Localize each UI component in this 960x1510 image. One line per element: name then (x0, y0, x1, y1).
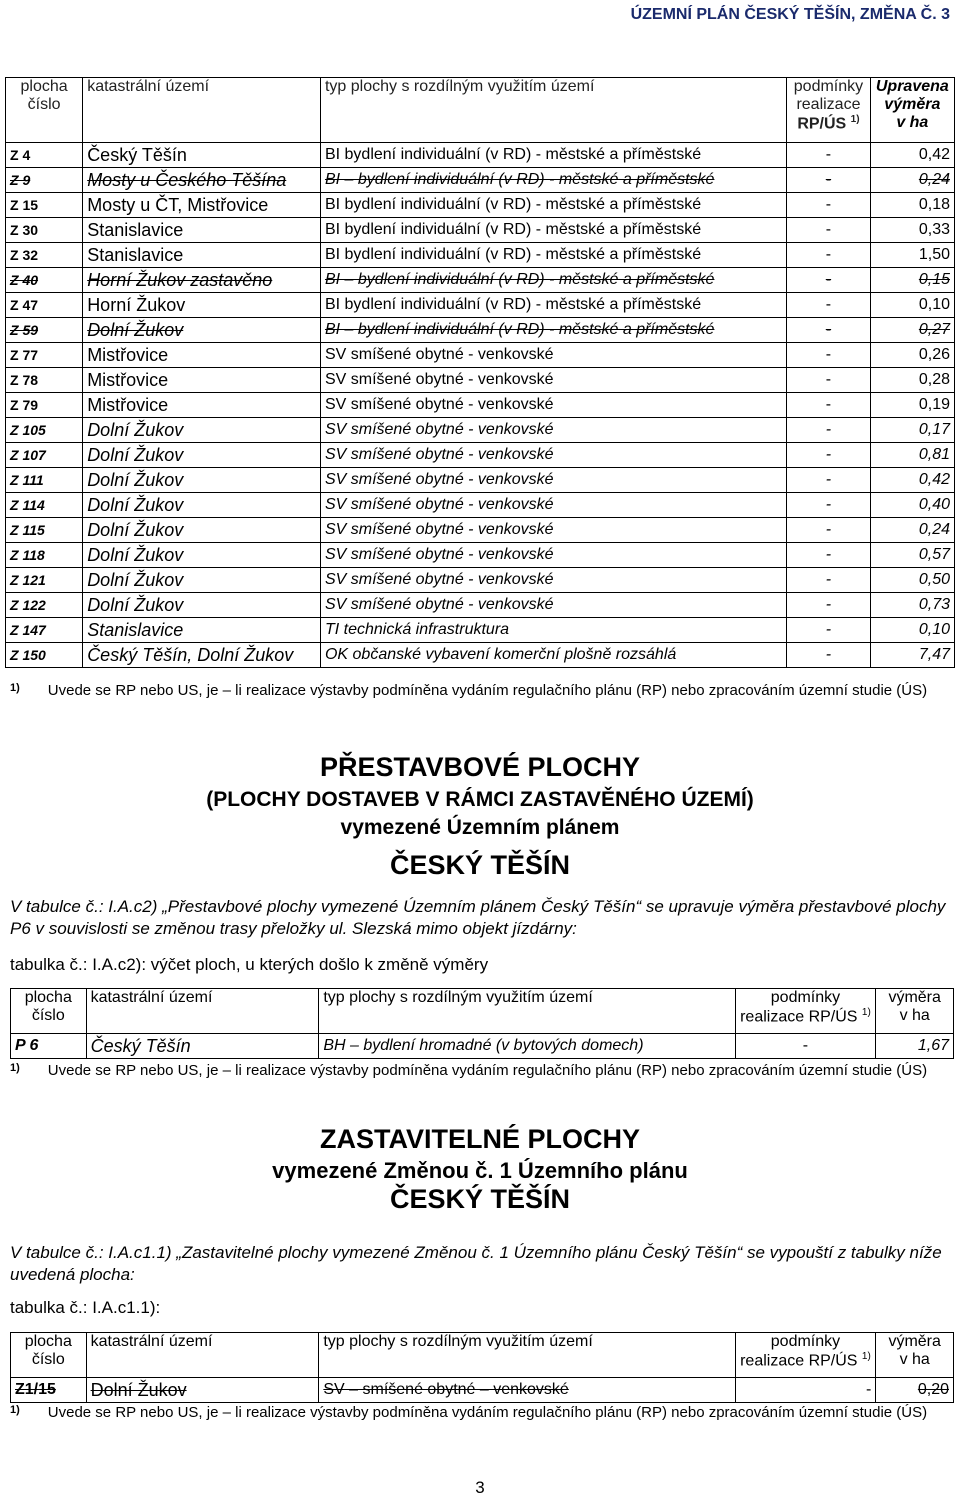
table-row (6, 218, 955, 243)
cell-vymera: 0,15 (870, 268, 954, 293)
cell-podminky: - (787, 443, 870, 468)
header-pod2-text: realizace RP/ÚS (740, 1008, 858, 1026)
header-vymera (870, 78, 954, 143)
cell-ku: Český Těšín (83, 143, 321, 168)
cell-typ: SV smíšené obytné - venkovské (320, 518, 786, 543)
header-vymera (876, 1333, 954, 1378)
table-row (6, 593, 955, 618)
running-header: ÚZEMNÍ PLÁN ČESKÝ TĚŠÍN, ZMĚNA Č. 3 (630, 6, 950, 23)
cell-typ: BI – bydlení individuální (v RD) - městské a příměstské (320, 268, 786, 293)
header-pod3-text: RP/ÚS (797, 115, 847, 133)
cell-vymera: 0,24 (870, 518, 954, 543)
cell-podminky: - (787, 268, 870, 293)
section2-caption: tabulka č.: I.A.c2): výčet ploch, u kterých došlo k změně výměry (10, 955, 489, 974)
cell-typ: BI bydlení individuální (v RD) - městské a příměstské (320, 143, 786, 168)
cell-plocha: Z 111 (6, 468, 83, 493)
cell-ku: Dolní Žukov (83, 443, 321, 468)
table-row (6, 268, 955, 293)
cell-vymera: 0,28 (870, 368, 954, 393)
header-plocha (11, 1333, 87, 1378)
header-typ: typ plochy s rozdílným využitím území (319, 989, 735, 1034)
table-row (6, 343, 955, 368)
cell-plocha: Z 59 (6, 318, 83, 343)
table-row (11, 1378, 954, 1403)
cell-typ: SV smíšené obytné - venkovské (320, 593, 786, 618)
header-plocha (11, 989, 87, 1034)
section2-town: ČESKÝ TĚŠÍN (389, 850, 571, 880)
table-row (6, 543, 955, 568)
cell-ku: Stanislavice (83, 243, 321, 268)
cell-ku: Dolní Žukov (83, 318, 321, 343)
cell-vymera: 0,17 (870, 418, 954, 443)
table-row (6, 568, 955, 593)
prestavbove-plochy-table (10, 988, 954, 1059)
section2-paragraph: V tabulce č.: I.A.c2) „Přestavbové plochy vymezené Územním plánem Český Těšín“ se upravuje výměra přestavbové plochy P6 v souvislosti se změnou trasy přeložky ul. Slezská mimo objekt jízdárny: (10, 897, 946, 938)
cell-plocha: Z 122 (6, 593, 83, 618)
table-row (6, 193, 955, 218)
table-row (6, 368, 955, 393)
table-row (6, 293, 955, 318)
header-ku: katastrální území (83, 78, 321, 143)
table-row (6, 643, 955, 668)
cell-podminky: - (787, 343, 870, 368)
cell-ku: Dolní Žukov (83, 543, 321, 568)
cell-podminky: - (787, 518, 870, 543)
cell-typ: BH – bydlení hromadné (v bytových domech) (319, 1034, 735, 1059)
header-pod1: podmínky (770, 989, 841, 1006)
header-cislo-label: číslo (27, 96, 61, 113)
cell-podminky: - (787, 168, 870, 193)
cell-vymera: 0,40 (870, 493, 954, 518)
table-header-row (11, 1333, 954, 1378)
cell-podminky: - (787, 643, 870, 668)
cell-podminky: - (787, 193, 870, 218)
cell-podminky: - (787, 318, 870, 343)
cell-vymera: 0,19 (870, 393, 954, 418)
cell-podminky: - (787, 618, 870, 643)
table-row (6, 518, 955, 543)
cell-podminky: - (735, 1034, 876, 1059)
cell-vymera: 0,73 (870, 593, 954, 618)
cell-typ: SV smíšené obytné - venkovské (320, 543, 786, 568)
table-row (6, 168, 955, 193)
cell-plocha: Z 40 (6, 268, 83, 293)
table-row (6, 418, 955, 443)
table-row (6, 318, 955, 343)
section2-subtitle2: vymezené Územním plánem (340, 816, 620, 839)
cell-plocha: Z 77 (6, 343, 83, 368)
cell-plocha: Z 115 (6, 518, 83, 543)
table-header-row (11, 989, 954, 1034)
cell-vymera: 0,50 (870, 568, 954, 593)
cell-ku: Dolní Žukov (83, 593, 321, 618)
section2-title: PŘESTAVBOVÉ PLOCHY (319, 752, 641, 782)
section2-subtitle: (PLOCHY DOSTAVEB V RÁMCI ZASTAVĚNÉHO ÚZEMÍ) (206, 788, 754, 811)
zmena1-plochy-table (10, 1332, 954, 1403)
cell-vymera: 0,18 (870, 193, 954, 218)
header-pod2 (740, 1351, 872, 1370)
table-body (6, 143, 955, 668)
header-typ: typ plochy s rozdílným využitím území (319, 1333, 735, 1378)
cell-typ: SV smíšené obytné - venkovské (320, 418, 786, 443)
cell-typ: SV smíšené obytné - venkovské (320, 493, 786, 518)
header-plocha-label: plocha (24, 989, 72, 1006)
cell-vymera: 0,10 (870, 618, 954, 643)
section3-caption: tabulka č.: I.A.c1.1): (10, 1298, 161, 1317)
cell-plocha: Z 30 (6, 218, 83, 243)
cell-ku: Dolní Žukov (83, 518, 321, 543)
header-pod2: realizace (796, 96, 861, 113)
footnote-text: Uvede se RP nebo US, je – li realizace výstavby podmíněna vydáním regulačního plánu (RP) nebo zpracováním územní studie (ÚS) (47, 1404, 928, 1421)
cell-typ: SV smíšené obytné - venkovské (320, 443, 786, 468)
cell-vymera: 0,57 (870, 543, 954, 568)
header-vym1: výměra (888, 989, 941, 1006)
cell-vymera: 0,10 (870, 293, 954, 318)
table-row (6, 468, 955, 493)
table-header-row (6, 78, 955, 143)
cell-vymera: 0,42 (870, 468, 954, 493)
cell-typ: SV smíšené obytné - venkovské (320, 468, 786, 493)
header-vym3: v ha (896, 114, 929, 131)
table-row (6, 143, 955, 168)
cell-ku: Český Těšín (86, 1034, 319, 1059)
cell-plocha: Z 78 (6, 368, 83, 393)
footnote-2 (10, 1062, 927, 1079)
cell-plocha: Z 114 (6, 493, 83, 518)
cell-ku: Dolní Žukov (86, 1378, 319, 1403)
cell-plocha: Z 147 (6, 618, 83, 643)
cell-podminky: - (787, 493, 870, 518)
cell-typ: SV smíšené obytné - venkovské (320, 393, 786, 418)
cell-typ: SV smíšené obytné - venkovské (320, 568, 786, 593)
header-plocha-label: plocha (24, 1333, 72, 1350)
page-number: 3 (475, 1478, 485, 1497)
cell-ku: Dolní Žukov (83, 568, 321, 593)
header-vym2: v ha (899, 1007, 930, 1024)
cell-ku: Mistřovice (83, 343, 321, 368)
header-cislo-label: číslo (31, 1007, 65, 1024)
cell-ku: Stanislavice (83, 618, 321, 643)
header-cislo-label: číslo (31, 1351, 65, 1368)
cell-podminky: - (787, 543, 870, 568)
cell-plocha: Z 4 (6, 143, 83, 168)
table-row (11, 1034, 954, 1059)
cell-ku: Dolní Žukov (83, 468, 321, 493)
cell-typ: SV – smíšené obytné – venkovské (319, 1378, 735, 1403)
cell-typ: BI – bydlení individuální (v RD) - městské a příměstské (320, 168, 786, 193)
header-plocha-label: plocha (20, 78, 68, 95)
cell-vymera: 0,33 (870, 218, 954, 243)
cell-ku: Dolní Žukov (83, 418, 321, 443)
footnote-1 (10, 682, 927, 699)
header-typ: typ plochy s rozdílným využitím území (320, 78, 786, 143)
cell-podminky: - (787, 293, 870, 318)
cell-plocha: Z 47 (6, 293, 83, 318)
cell-plocha: Z 107 (6, 443, 83, 468)
header-pod1: podmínky (770, 1333, 841, 1350)
cell-typ: TI technická infrastruktura (320, 618, 786, 643)
header-vym1: výměra (888, 1333, 941, 1350)
cell-plocha: Z 105 (6, 418, 83, 443)
header-pod-sup: 1) (861, 1351, 871, 1362)
cell-typ: BI bydlení individuální (v RD) - městské a příměstské (320, 293, 786, 318)
header-podminky (735, 1333, 876, 1378)
cell-plocha: Z 79 (6, 393, 83, 418)
footnote-text: Uvede se RP nebo US, je – li realizace výstavby podmíněna vydáním regulačního plánu (RP) nebo zpracováním územní studie (ÚS) (47, 682, 928, 699)
section3-subtitle: vymezené Změnou č. 1 Územního plánu (272, 1158, 688, 1183)
header-pod-sup: 1) (861, 1007, 871, 1018)
cell-plocha: Z1/15 (11, 1378, 87, 1403)
table-row (6, 443, 955, 468)
cell-vymera: 0,27 (870, 318, 954, 343)
cell-typ: BI – bydlení individuální (v RD) - městské a příměstské (320, 318, 786, 343)
header-pod-sup: 1) (850, 114, 860, 125)
header-podminky (787, 78, 870, 143)
cell-plocha: P 6 (11, 1034, 87, 1059)
cell-vymera: 0,42 (870, 143, 954, 168)
footnote-mark: 1) (10, 1062, 20, 1074)
header-vym2: výměra (884, 96, 941, 113)
cell-podminky: - (787, 418, 870, 443)
section3-paragraph: V tabulce č.: I.A.c1.1) „Zastavitelné plochy vymezené Změnou č. 1 Územního plánu Český Těšín“ se vypouští z tabulky níže uvedená plocha: (10, 1243, 942, 1284)
cell-podminky: - (787, 143, 870, 168)
table-row (6, 618, 955, 643)
cell-podminky: - (787, 593, 870, 618)
cell-ku: Mistřovice (83, 393, 321, 418)
cell-plocha: Z 118 (6, 543, 83, 568)
header-ku: katastrální území (86, 989, 319, 1034)
header-pod2 (740, 1007, 872, 1026)
cell-podminky: - (787, 218, 870, 243)
header-pod3 (791, 114, 865, 133)
zastavitelne-plochy-table (5, 77, 955, 668)
cell-ku: Horní Žukov (83, 293, 321, 318)
header-vym2: v ha (899, 1351, 930, 1368)
cell-plocha: Z 15 (6, 193, 83, 218)
footnote-text: Uvede se RP nebo US, je – li realizace výstavby podmíněna vydáním regulačního plánu (RP) nebo zpracováním územní studie (ÚS) (47, 1062, 928, 1079)
cell-typ: BI bydlení individuální (v RD) - městské a příměstské (320, 193, 786, 218)
cell-vymera: 0,24 (870, 168, 954, 193)
cell-vymera: 1,50 (870, 243, 954, 268)
cell-vymera: 0,26 (870, 343, 954, 368)
cell-ku: Mosty u Českého Těšína (83, 168, 321, 193)
cell-podminky: - (787, 243, 870, 268)
cell-vymera: 0,20 (876, 1378, 954, 1403)
cell-podminky: - (735, 1378, 876, 1403)
header-plocha (6, 78, 83, 143)
cell-vymera: 7,47 (870, 643, 954, 668)
cell-ku: Mosty u ČT, Mistřovice (83, 193, 321, 218)
section3-title: ZASTAVITELNÉ PLOCHY (319, 1124, 640, 1154)
table-row (6, 243, 955, 268)
cell-plocha: Z 9 (6, 168, 83, 193)
cell-vymera: 0,81 (870, 443, 954, 468)
cell-plocha: Z 121 (6, 568, 83, 593)
header-vymera (876, 989, 954, 1034)
cell-plocha: Z 150 (6, 643, 83, 668)
table-row (6, 493, 955, 518)
cell-plocha: Z 32 (6, 243, 83, 268)
footnote-mark: 1) (10, 1404, 20, 1416)
cell-typ: SV smíšené obytné - venkovské (320, 368, 786, 393)
cell-ku: Horní Žukov zastavěno (83, 268, 321, 293)
header-pod1: podmínky (793, 78, 864, 95)
header-vym1: Upravena (875, 78, 949, 95)
cell-podminky: - (787, 468, 870, 493)
footnote-mark: 1) (10, 682, 20, 694)
cell-typ: OK občanské vybavení komerční plošně rozsáhlá (320, 643, 786, 668)
cell-typ: SV smíšené obytné - venkovské (320, 343, 786, 368)
table-row (6, 393, 955, 418)
cell-vymera: 1,67 (876, 1034, 954, 1059)
header-ku: katastrální území (86, 1333, 319, 1378)
cell-ku: Mistřovice (83, 368, 321, 393)
cell-podminky: - (787, 568, 870, 593)
cell-ku: Český Těšín, Dolní Žukov (83, 643, 321, 668)
section3-town: ČESKÝ TĚŠÍN (389, 1184, 571, 1214)
cell-typ: BI bydlení individuální (v RD) - městské a příměstské (320, 218, 786, 243)
footnote-3 (10, 1404, 927, 1421)
cell-podminky: - (787, 368, 870, 393)
header-podminky (735, 989, 876, 1034)
header-pod2-text: realizace RP/ÚS (740, 1352, 858, 1370)
cell-ku: Dolní Žukov (83, 493, 321, 518)
cell-ku: Stanislavice (83, 218, 321, 243)
cell-typ: BI bydlení individuální (v RD) - městské a příměstské (320, 243, 786, 268)
cell-podminky: - (787, 393, 870, 418)
